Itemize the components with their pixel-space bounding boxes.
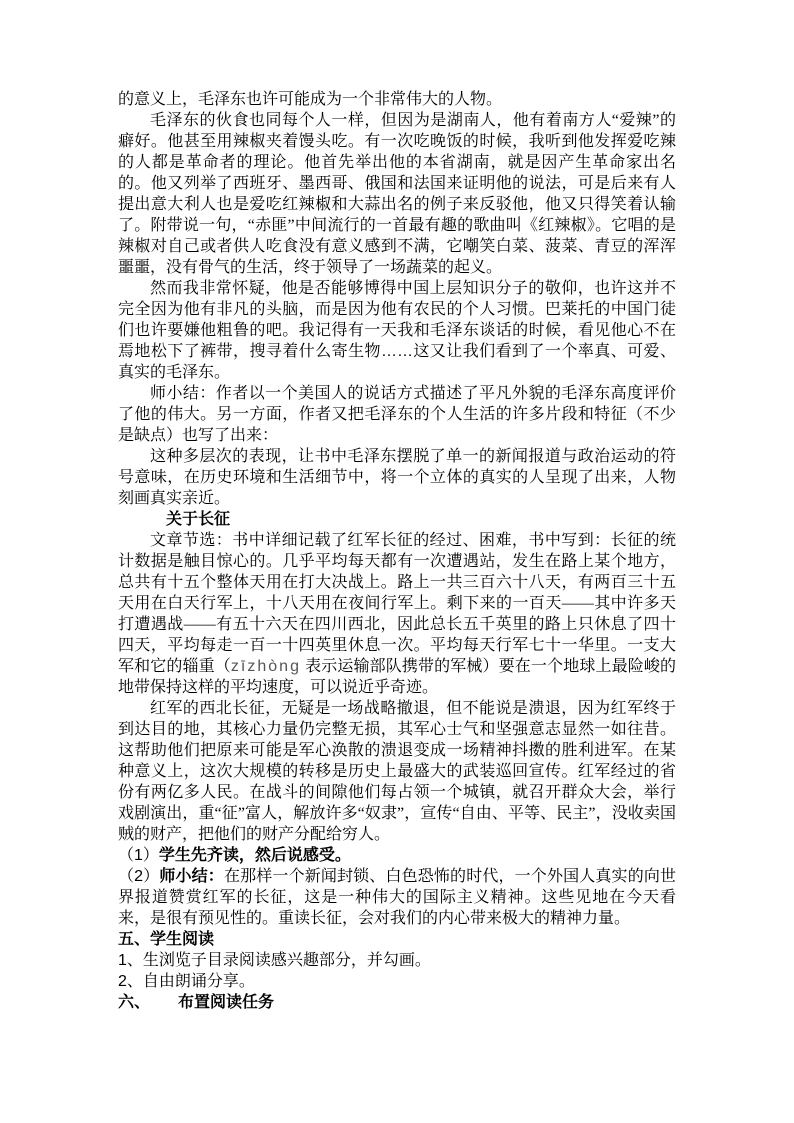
list-item-label: 师小结： bbox=[159, 868, 224, 885]
paragraph-excerpt-stats bbox=[118, 530, 676, 698]
paragraph-teacher-summary-1: 师小结：作者以一个美国人的说话方式描述了平凡外貌的毛泽东高度评价了他的伟大。另一方面，作者又把毛泽东的个人生活的许多片段和特征（不少是缺点）也写了出来： bbox=[118, 385, 676, 444]
paragraph-mao-doubt bbox=[118, 278, 676, 383]
list-item-number: （2） bbox=[118, 868, 160, 885]
heading-section-5: 五、学生阅读 bbox=[118, 931, 215, 948]
list-item-teacher-summary-2 bbox=[118, 866, 676, 929]
list-item-number: （1） bbox=[118, 847, 159, 864]
paragraph-multilayer: 这种多层次的表现，让书中毛泽东摆脱了单一的新闻报道与政治运动的符号意味，在历史环境和生活细节中，将一个立体的真实的人呈现了出来，人物刻画真实亲近。 bbox=[118, 448, 676, 507]
pinyin-annotation: zīzhòng bbox=[230, 658, 301, 675]
paragraph-retreat: 红军的西北长征，无疑是一场战略撤退，但不能说是溃退，因为红军终于到达目的地，其核心力量仍完整无损，其军心士气和坚强意志显然一如往昔。这帮助他们把原来可能是军心涣散的溃退变成一场精神抖擞的胜利进军。在某种意义上，这次大规模的转移是历史上最盛大的武装巡回宣传。红军经过的省份有两亿多人民。在战斗的间隙他们每占领一个城镇，就召开群众大会，举行戏剧演出，重“征”富人，解放许多“奴隶”，宣传“自由、平等、民主”，没收卖国贼的财产，把他们的财产分配给穷人。 bbox=[118, 700, 676, 843]
heading-section-6 bbox=[118, 992, 676, 1013]
text-segment-hei: 搜寻着什么寄生物……这又让我们看到了一个率真、可爱、真实的毛泽东。 bbox=[118, 343, 676, 381]
text-segment-kai: 文章节选：书中详细记载了红军长征的经过、困难，书中写到：长征的统计数据是触目惊心的。几乎平均每天都有一次遭遇站，发生在路上某个地方，总共有十五个整体天用在打大决战上。路上一共三百六十八天，有两百三十五天用在白天行军上，十八天用在夜间行军上。剩下来的一百天——其中许多天打遭遇战——有五十六天在四川西北，因此总长五千英里的路上只休息了四十四天，平均每走一百一十四英里休息一次。平均每天行军七十一华里。一支大军和它的辎重（ bbox=[118, 532, 676, 675]
list-item-text: 在那样一个新闻封锁、白色恐怖的时代，一个外国人真实的向世界报道赞赏红军的长征，这是一种伟大的国际主义精神。这些见地在今天看来，是很有预见性的。重读长征，会对我们的内心带来极大的精神力量。 bbox=[118, 868, 676, 927]
paragraph-mao-greatness: 的意义上，毛泽东也许可能成为一个非常伟大的人物。 bbox=[118, 91, 503, 108]
list-item-free-recite: 2、自由朗诵分享。 bbox=[118, 973, 255, 990]
heading-text: 布置阅读任务 bbox=[178, 994, 275, 1011]
paragraph-mao-diet: 毛泽东的伙食也同每个人一样，但因为是湖南人，他有着南方人“爱辣”的癖好。他甚至用辣椒夹着馒头吃。有一次吃晚饭的时候，我听到他发挥爱吃辣的人都是革命者的理论。他首先举出他的本省湖南，就是因产生革命家出名的。他又列举了西班牙、墨西哥、俄国和法国来证明他的说法，可是后来有人提出意大利人也是爱吃红辣椒和大蒜出名的例子来反驳他，他又只得笑着认输了。附带说一句，“赤匪”中间流行的一首最有趣的歌曲叫《红辣椒》。它唱的是辣椒对自己或者供人吃食没有意义感到不满，它嘲笑白菜、菠菜、青豆的浑浑噩噩，没有骨气的生活，终于领导了一场蔬菜的起义。 bbox=[118, 112, 676, 276]
list-item-text: 学生先齐读，然后说感受。 bbox=[158, 847, 351, 864]
text-segment-kai: 然而我非常怀疑，他是否能够博得中国上层知识分子的敬仰，也许这并不完全因为他有非凡的头脑，而是因为他有农民的个人习惯。巴莱托的中国门徒们也许要嫌他粗鲁的吧。我记得有一天我和毛泽东谈话的时候，看见他心不在焉地松下了裤带， bbox=[118, 280, 676, 360]
list-item-students-read bbox=[118, 845, 676, 866]
text-segment-kai: 表示运输部队携带的军械）要在一个地球上最险峻的地带保持这样的平均速度，可以说近乎奇迹。 bbox=[118, 658, 676, 696]
list-item-browse-catalog: 1、生浏览子目录阅读感兴趣部分，并勾画。 bbox=[118, 952, 431, 969]
heading-number: 六、 bbox=[118, 994, 151, 1011]
heading-about-long-march: 关于长征 bbox=[166, 511, 231, 528]
